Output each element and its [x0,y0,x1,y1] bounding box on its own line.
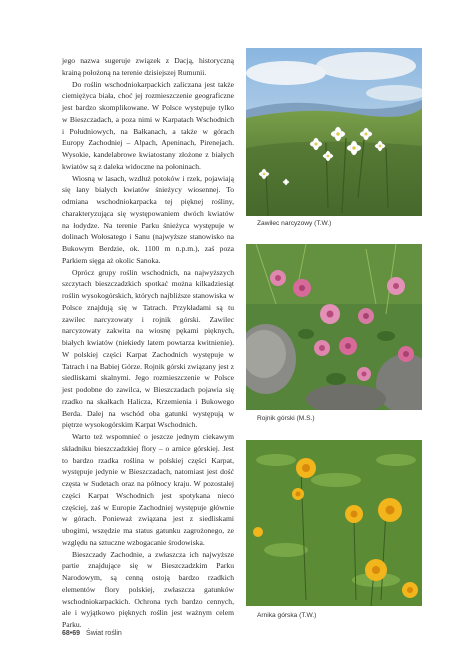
article-text-column [62,55,234,631]
photo-caption: Arnika górska (T.W.) [257,612,317,619]
paragraph: Wiosną w lasach, wzdłuż potoków i rzek, pojawiają się łany białych kwiatów śnieżycy wiosennej. To odmiana wschodniokarpacka tej pięknej rośliny, charakteryzująca się występowaniem dwóch kwiatów na łodydze. Na terenie Parku śnieżyca występuje w dolinach Wołosatego i Sanu (najwyższe stanowisko na Bukowym Berdzie, ok. 1100 m n.p.m.), zaś poza Parkiem sięga aż okolic Sanoka. [62,173,234,265]
paragraph: Do roślin wschodniokarpackich zaliczana jest także ciemiężyca biała, choć jej rozmieszczenie geograficzne jest bardzo skomplikowane. W Polsce występuje tylko w Bieszczadach, a poza nimi w Karpatach Wschodnich i Południowych, na Bałkanach, a także w górach Europy Zachodniej – Alpach, Apeninach, Pirenejach. Wysokie, kandelabrowe kwiatostany złożone z białych kwiatów są z daleka widoczne na połoninach. [62,79,234,171]
photo-caption: Rojnik górski (M.S.) [257,415,315,422]
photo-houseleek [246,244,422,410]
page-footer [62,630,122,637]
section-title: Świat roślin [86,630,122,637]
photo-caption: Zawilec narcyzowy (T.W.) [257,220,332,227]
paragraph: Bieszczady Zachodnie, a zwłaszcza ich najwyższe partie znajdujące się w Bieszczadzkim Parku Narodowym, są cenną ostoją bardzo rzadkich elementów flory polskiej, zwłaszcza gatunków wschodniokarpackich. Ochrona tych bardzo cennych, ale i wyjątkowo pięknych roślin jest ważnym celem Parku. [62,549,234,629]
paragraph: jego nazwa sugeruje związek z Dacją, historyczną krainą położoną na terenie dzisiejszej Rumunii. [62,56,234,77]
paragraph: Warto też wspomnieć o jeszcze jednym ciekawym składniku bieszczadzkiej flory – o arnice górskiej. Jest to bardzo rzadka roślina w polskiej części Karpat, występuje jedynie w Bieszczadach, natomiast jest dość częsta w Sudetach oraz na północy kraju. W pozostałej części Karpat Wschodnich jest spotykana nieco częściej, zaś w Europie Zachodniej występuje głównie w górach. Ponieważ związana jest z siedliskami ubogimi, wszędzie ma status gatunku zagrożonego, ze względu na sztuczne wzbogacanie środowiska. [62,432,234,547]
photo-arnica [246,440,422,606]
page-numbers: 68•69 [62,630,81,637]
photo-anemone [246,48,422,216]
paragraph: Oprócz grupy roślin wschodnich, na najwyższych szczytach bieszczadzkich spotkać można kilkadziesiąt roślin wysokogórskich, których najbliższe stanowiska w Polsce znajdują się w Tatrach. Przykładami są tu zawilec narcyzowaty i rojnik górski. Zawilec narcyzowaty zakwita na wiosnę pękami pięknych, białych kwiatów (niekiedy latem powtarza kwitnienie). W polskiej części Karpat Zachodnich występuje w Tatrach i na Babiej Górze. Rojnik górski związany jest z siedliskami skalnymi. Jego rozmieszczenie w Polsce jest podobne do zawilca, w Bieszczadach pojawia się rzadko na skałkach Halicza, Krzemienia i Bukowego Berda. Dalej na wschód oba gatunki występują w piętrze wysokogórskim Karpat Wschodnich. [62,267,234,430]
